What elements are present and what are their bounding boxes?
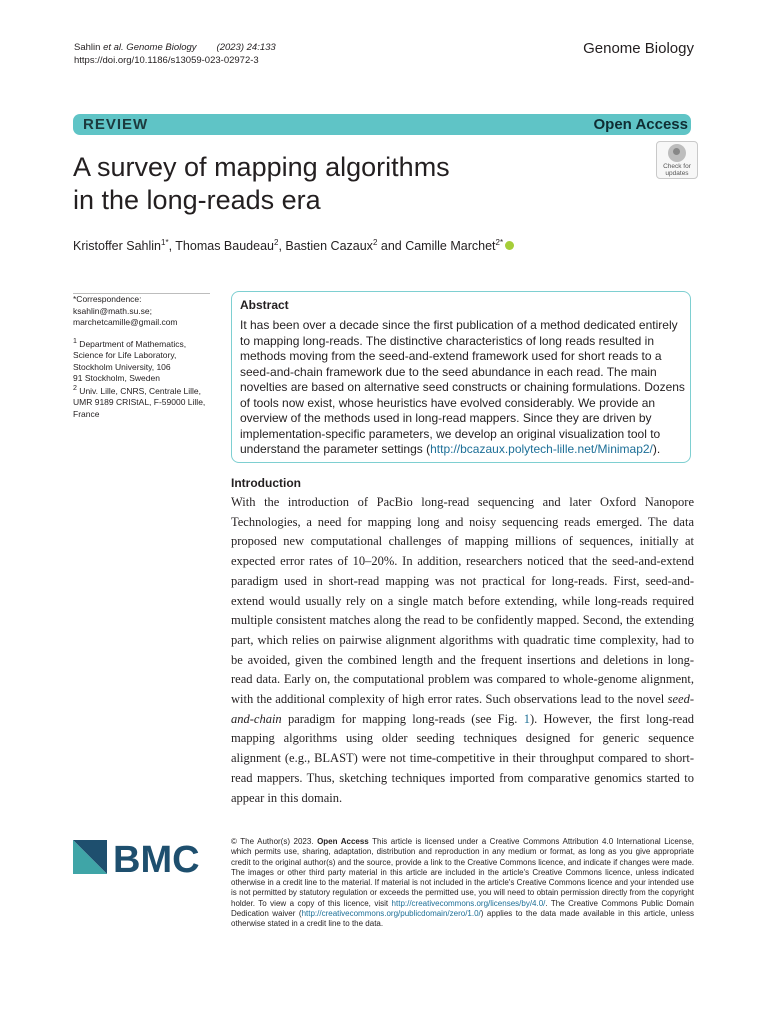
author-name[interactable]: , Thomas Baudeau	[168, 239, 274, 254]
update-icon	[668, 144, 686, 162]
correspondence: *Correspondence: ksahlin@math.su.se; marchetcamille@gmail.com	[73, 294, 223, 329]
doi-link[interactable]: https://doi.org/10.1186/s13059-023-02972-3	[74, 55, 259, 66]
abstract-box	[231, 291, 691, 463]
citation: Sahlin et al. Genome Biology (2023) 24:133	[74, 42, 276, 53]
article-type-banner	[73, 114, 691, 135]
introduction-paragraph: With the introduction of PacBio long-read sequencing and later Oxford Nanopore Technologies, a need for mapping long and noisy sequencing reads emerged. The data proposed new computational challenges of mapping millions of sequences, initially at expected error rates of 10–20%. In addition, researchers noticed that the seed-and-extend paradigm used in short-read mapping was not practical for long-reads. First, seed-and-extend would usually rely on a single match before extending, while long-reads required multiple consistent matches along the read to be confidently mapped. Second, the extending part, which relies on pairwise alignment algorithms with quadratic time complexity, had to be avoided, given the combined length and the frequent insertions and deletions in long-read data. Early on, the computational problem was compared to whole-genome alignment, with the additional complexity of high error rates. Such observations lead to the novel seed-and-chain paradigm for mapping long-reads (see Fig. 1). However, the first long-read mapping algorithms using older seeding techniques designed for generic sequence alignment (e.g., BLAST) were not time-competitive in their throughput compared to short-read mappers. Thus, sketching techniques imported from comparative genomics started to appear in this domain.	[231, 495, 694, 805]
visualization-tool-link[interactable]: http://bcazaux.polytech-lille.net/Minimap2/	[430, 442, 653, 456]
bmc-logo	[73, 838, 218, 878]
article-title: A survey of mapping algorithms in the long-reads era	[73, 152, 450, 215]
email-link[interactable]: marchetcamille@gmail.com	[73, 317, 178, 327]
cc-zero-link[interactable]: http://creativecommons.org/publicdomain/zero/1.0/	[301, 909, 481, 919]
running-header	[74, 41, 276, 67]
author-name[interactable]: Kristoffer Sahlin	[73, 239, 162, 254]
open-access-label: Open Access	[593, 116, 688, 133]
author-name[interactable]: , Bastien Cazaux	[278, 239, 373, 254]
author-list: Kristoffer Sahlin$^{1*}$, Thomas Baudeau$^2$, Bastien Cazaux$^2$ and Camille Marchet$^{2*}$	[73, 238, 514, 253]
author-name[interactable]: and Camille Marchet	[377, 239, 496, 254]
journal-name: Genome Biology	[583, 40, 694, 57]
svg-text:BMC: BMC	[113, 839, 200, 878]
abstract-text: It has been over a decade since the first publication of a method dedicated entirely to mapping long-reads. The distinctive characteristics of long reads resulted in methods moving from the seed-and-extend framework used for short reads to a seed-and-chain framework due to the seed abundance in each read. The main novelties are based on alternative seed constructs or chaining formulations. Dozens of tools now exist, whose heuristics have evolved considerably. We provide an overview of the methods used in long-read mappers. Since they are driven by implementation-specific parameters, we develop an original visualization tool to understand the parameter settings (http://bcazaux.polytech-lille.net/Minimap2/).	[240, 318, 685, 456]
abstract-heading: Abstract	[240, 298, 289, 312]
email-link[interactable]: ksahlin@math.su.se;	[73, 305, 153, 316]
article-type-label: REVIEW	[83, 116, 149, 133]
section-heading: Introduction	[231, 476, 301, 490]
affiliation-1: $^1$ Department of Mathematics, Science for Life Laboratory, Stockholm University, 106 91 Stockholm, Sweden	[73, 337, 187, 384]
cc-by-link[interactable]: http://creativecommons.org/licenses/by/4.0/	[391, 898, 546, 908]
check-for-updates-badge[interactable]: Check for updates	[656, 141, 698, 179]
orcid-icon[interactable]	[505, 241, 514, 250]
license-statement: © The Author(s) 2023. Open Access This article is licensed under a Creative Commons Attribution 4.0 International License, which permits use, sharing, adaptation, distribution and reproduction in any medium or format, as long as you give appropriate credit to the original author(s) and the source, provide a link to the Creative Commons licence, and indicate if changes were made. The images or other third party material in this article are included in the article's Creative Commons licence, unless indicated otherwise in a credit line to the material. If material is not included in the article's Creative Commons licence and your intended use is not permitted by statutory regulation or exceeds the permitted use, you will need to obtain permission directly from the copyright holder. To view a copy of this licence, visit http://creativecommons.org/licenses/by/4.0/. The Creative Commons Public Domain Dedication waiver (http://creativecommons.org/publicdomain/zero/1.0/) applies to the data made available in this article, unless otherwise stated in a credit line to the data.	[231, 837, 695, 929]
figure-ref-link[interactable]: 1	[523, 711, 530, 726]
affiliation-2: $^2$ Univ. Lille, CNRS, Centrale Lille, UMR 9189 CRIStAL, F-59000 Lille, France	[73, 384, 206, 419]
